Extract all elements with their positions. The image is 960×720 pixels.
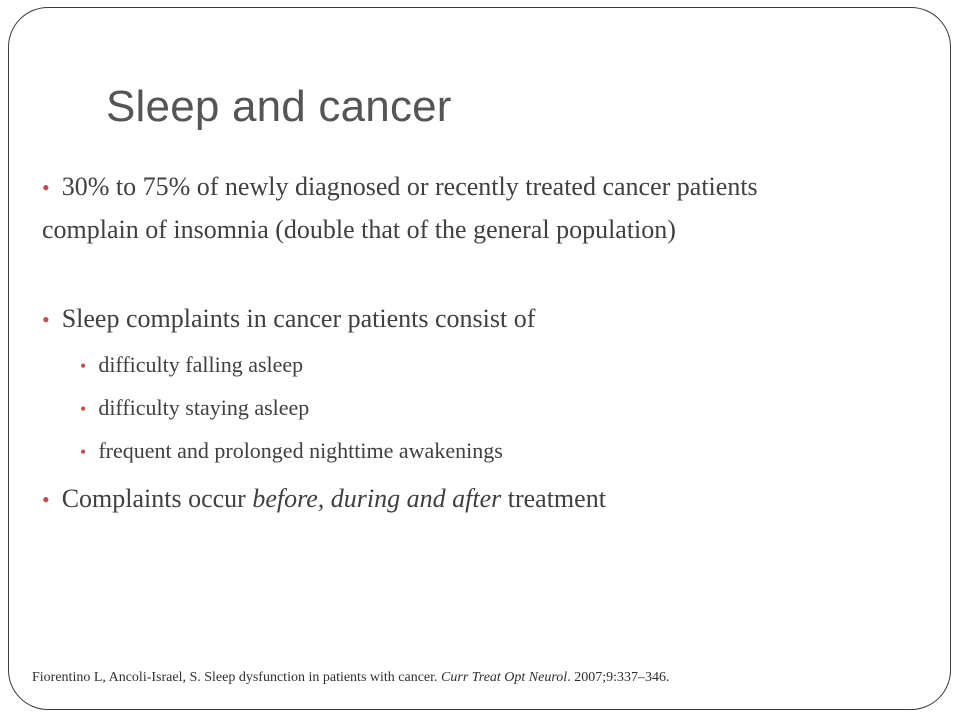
bullet-3-post: treatment — [501, 484, 606, 513]
bullet-dot: • — [42, 487, 50, 512]
slide-title: Sleep and cancer — [106, 82, 452, 131]
bullet-3-pre: Complaints occur — [61, 484, 253, 513]
bullet-1-text: 30% to 75% of newly diagnosed or recently treated cancer patients complain of insomnia (double that of the general population) — [42, 172, 758, 244]
sub-bullet-dot: • — [80, 442, 87, 462]
bullet-1 — [42, 166, 832, 251]
citation-pre: Fiorentino L, Ancoli-Israel, S. Sleep dysfunction in patients with cancer. — [32, 670, 442, 685]
sub-bullet-2 — [80, 387, 309, 430]
citation — [32, 670, 669, 686]
sub-bullet-1-text: difficulty falling asleep — [98, 352, 304, 377]
sub-bullet-3 — [80, 430, 503, 473]
sub-bullet-dot: • — [80, 356, 87, 376]
bullet-2 — [42, 298, 535, 341]
bullet-3-italic: before, during and after — [252, 484, 502, 513]
bullet-2-text: Sleep complaints in cancer patients consist of — [61, 304, 536, 333]
sub-bullet-3-text: frequent and prolonged nighttime awakenings — [98, 438, 503, 463]
bullet-3 — [42, 478, 606, 521]
sub-bullet-dot: • — [80, 399, 87, 419]
sub-bullet-1 — [80, 344, 303, 387]
citation-journal: Curr Treat Opt Neurol — [441, 670, 568, 685]
sub-bullet-2-text: difficulty staying asleep — [98, 395, 310, 420]
citation-post: . 2007;9:337–346. — [567, 670, 670, 685]
bullet-dot: • — [42, 175, 50, 200]
bullet-dot: • — [42, 307, 50, 332]
